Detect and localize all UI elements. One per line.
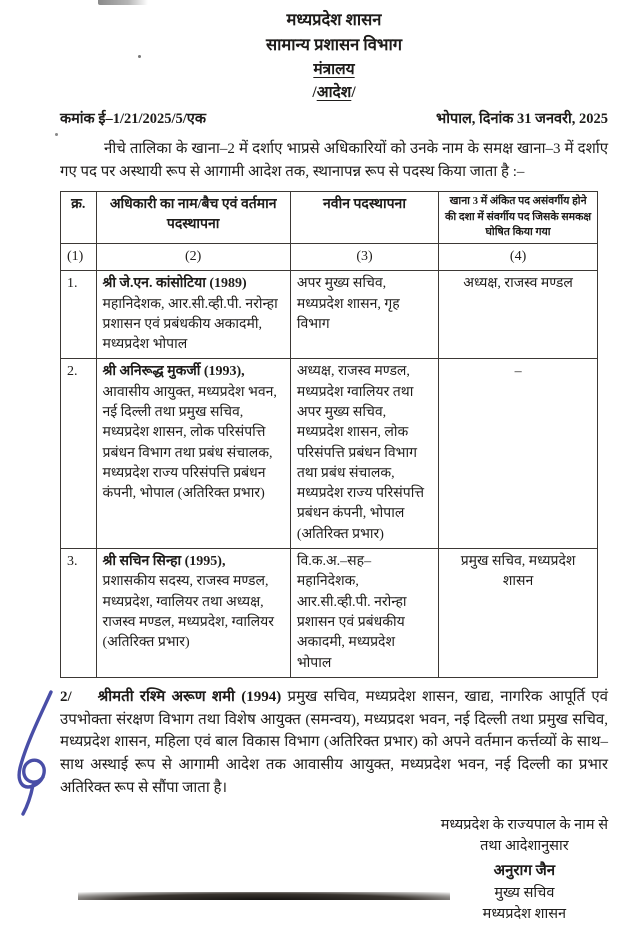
- signature-block: [60, 815, 608, 925]
- officer-current-posting: [96, 549, 290, 678]
- officer-posting-detail: आवासीय आयुक्त, मध्यप्रदेश भवन, नई दिल्ली तथा प्रमुख सचिव, मध्यप्रदेश शासन, लोक परिसंपत्ति प्रबंधन विभाग तथा प्रबंध संचालक, मध्यप्रदेश राज्य परिसंपत्ति प्रबंधन कंपनी, भोपाल (अतिरिक्त प्रभार): [102, 384, 277, 502]
- header-serial: क्र.: [61, 192, 97, 244]
- officer-name: श्री जे.एन. कांसोटिया (1989): [102, 276, 247, 292]
- new-posting-cell: अपर मुख्य सचिव, मध्यप्रदेश शासन, गृह विभाग: [290, 271, 438, 359]
- officer-posting-detail: महानिदेशक, आर.सी.व्ही.पी. नरोन्हा प्रशासन एवं प्रबंधकीय अकादमी, मध्यप्रदेश भोपाल: [102, 296, 278, 353]
- intro-paragraph: नीचे तालिका के खाना–2 में दर्शाए भाप्रसे अधिकारियों को उनके नाम के समक्ष खाना–3 में दर्शाए गए पद पर अस्थायी रूप से आगामी आदेश तक, स्थानापन्न रूप से पदस्थ किया जाता है :–: [60, 141, 608, 180]
- officer-current-posting: [96, 359, 290, 549]
- officer-name: श्री अनिरूद्ध मुकर्जी (1993),: [102, 364, 245, 380]
- table-row: [61, 359, 598, 549]
- scan-artifact-bottom: [78, 892, 450, 900]
- officer-name: श्री सचिन सिन्हा (1995),: [102, 554, 226, 570]
- header-equivalent-post: खाना 3 में अंकित पद असंवर्गीय होने की दशा में संवर्गीय पद जिसके समकक्ष घोषित किया गया: [439, 192, 598, 244]
- paragraph-2: [60, 686, 608, 800]
- index-cell: (3): [290, 243, 438, 270]
- table-index-row: [61, 243, 598, 270]
- table-header-row: [61, 192, 598, 244]
- ministry-title: मंत्रालय: [313, 60, 355, 78]
- signatory-designation: मुख्य सचिव: [494, 884, 555, 901]
- officer-posting-detail: प्रशासकीय सदस्य, राजस्व मण्डल, मध्यप्रदेश, ग्वालियर तथा अध्यक्ष, राजस्व मण्डल, मध्यप्रदेश, ग्वालियर (अतिरिक्त प्रभार): [102, 574, 274, 651]
- slash: /: [312, 83, 317, 101]
- authority-line: मध्यप्रदेश के राज्यपाल के नाम से: [440, 816, 608, 833]
- officer-current-posting: [96, 271, 290, 359]
- officer-name: श्रीमती रश्मि अरूण शमी (1994): [97, 688, 282, 705]
- paragraph-2-text: प्रमुख सचिव, मध्यप्रदेश शासन, खाद्य, नागरिक आपूर्ति एवं उपभोक्ता संरक्षण विभाग तथा विशेष आयुक्त (समन्वय), मध्यप्रदश भवन, नई दिल्ली तथा प्रमुख सचिव, मध्यप्रदेश शासन, महिला एवं बाल विकास विभाग (अतिरिक्त प्रभार) को अपने वर्तमान कर्त्तव्यों के साथ–साथ अस्थाई रूप से आगामी आदेश तक आवासीय आयुक्त, मध्यप्रदेश भवन, नई दिल्ली का प्रभार अतिरिक्त रूप से सौंपा जाता है।: [60, 688, 608, 797]
- serial-number: 2.: [61, 359, 97, 549]
- equivalent-post-cell: –: [439, 359, 598, 549]
- by-order-line: तथा आदेशानुसार: [480, 837, 569, 854]
- signature-block-inner: [441, 815, 608, 925]
- index-cell: (4): [439, 243, 598, 270]
- slash: /: [351, 83, 356, 101]
- table-row: [61, 549, 598, 678]
- index-cell: (1): [61, 243, 97, 270]
- table-row: [61, 271, 598, 359]
- government-title: मध्यप्रदेश शासन: [286, 10, 382, 29]
- department-title: सामान्य प्रशासन विभाग: [265, 34, 403, 54]
- place-and-date: भोपाल, दिनांक 31 जनवरी, 2025: [436, 111, 608, 127]
- order-label: [60, 81, 608, 104]
- equivalent-post-cell: अध्यक्ष, राजस्व मण्डल: [439, 271, 598, 359]
- new-posting-cell: अध्यक्ष, राजस्व मण्डल, मध्यप्रदेश ग्वालियर तथा अपर मुख्य सचिव, मध्यप्रदेश शासन, लोक परिसंपत्ति प्रबंधन विभाग तथा प्रबंध संचालक, मध्यप्रदेश राज्य परिसंपत्ति प्रबंधन कंपनी, भोपाल (अतिरिक्त प्रभार): [290, 359, 438, 549]
- index-cell: (2): [96, 243, 290, 270]
- ink-signature-icon: [2, 686, 64, 818]
- header-new-posting: नवीन पदस्थापना: [290, 192, 438, 244]
- document-header: [60, 8, 608, 104]
- serial-number: 1.: [61, 271, 97, 359]
- order-number: कमांक ई–1/21/2025/5/एक: [60, 111, 206, 127]
- paragraph-number: 2/: [60, 688, 72, 705]
- reference-line: [60, 108, 608, 128]
- signatory-name: अनुराग जैन: [493, 862, 556, 879]
- serial-number: 3.: [61, 549, 97, 678]
- equivalent-post-cell: प्रमुख सचिव, मध्यप्रदेश शासन: [439, 549, 598, 678]
- header-officer-name: अधिकारी का नाम/बैच एवं वर्तमान पदस्थापना: [96, 192, 290, 244]
- order-word: आदेश: [316, 83, 352, 101]
- new-posting-cell: वि.क.अ.–सह–महानिदेशक, आर.सी.व्ही.पी. नरोन्हा प्रशासन एवं प्रबंधकीय अकादमी, मध्यप्रदेश भोपाल: [290, 549, 438, 678]
- posting-table: [60, 191, 598, 678]
- signatory-organisation: मध्यप्रदेश शासन: [482, 905, 567, 922]
